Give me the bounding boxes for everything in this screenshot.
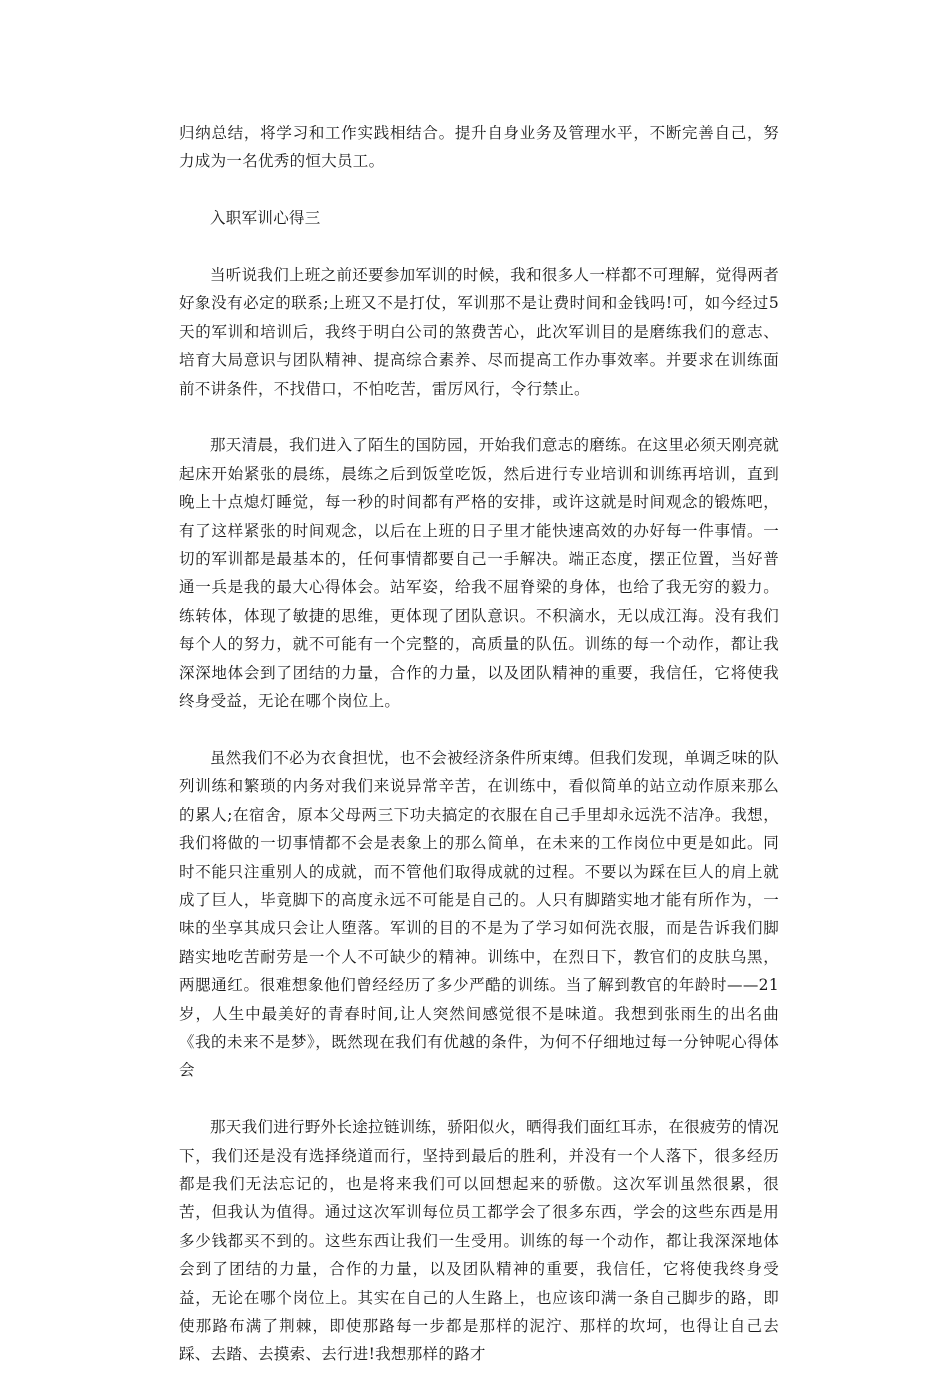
intro-paragraph: 归纳总结，将学习和工作实践相结合。提升自身业务及管理水平，不断完善自己，努力成为一名优秀的恒大员工。 <box>179 124 779 171</box>
body-paragraph-3: 虽然我们不必为衣食担忧，也不会被经济条件所束缚。但我们发现，单调乏味的队列训练和繁琐的内务对我们来说异常辛苦，在训练中，看似简单的站立动作原来那么的累人;在宿舍，原本父母两三下功夫搞定的衣服在自己手里却永远洗不洁净。我想，我们将做的一切事情都不会是表象上的那么简单，在未来的工作岗位中更是如此。同时不能只注重别人的成就，而不管他们取得成就的过程。不要以为踩在巨人的肩上就成了巨人，毕竟脚下的高度永远不可能是自己的。人只有脚踏实地才能有所作为，一味的坐享其成只会让人堕落。军训的目的不是为了学习如何洗衣服，而是告诉我们脚踏实地吃苦耐劳是一个人不可缺少的精神。训练中，在烈日下，教官们的皮肤乌黑，两腮通红。很难想象他们曾经经历了多少严酷的训练。当了解到教官的年龄时——21岁，人生中最美好的青春时间,让人突然间感觉很不是味道。我想到张雨生的出名曲《我的未来不是梦》，既然现在我们有优越的条件，为何不仔细地过每一分钟呢心得体会 <box>179 748 779 1080</box>
document-body <box>179 119 779 1397</box>
body-paragraph-2: 那天清晨，我们进入了陌生的国防园，开始我们意志的磨练。在这里必须天刚亮就起床开始紧张的晨练，晨练之后到饭堂吃饭，然后进行专业培训和训练再培训，直到晚上十点熄灯睡觉，每一秒的时间都有严格的安排，或许这就是时间观念的锻炼吧，有了这样紧张的时间观念，以后在上班的日子里才能快速高效的办好每一件事情。一切的军训都是最基本的，任何事情都要自己一手解决。端正态度，摆正位置，当好普通一兵是我的最大心得体会。站军姿，给我不屈脊梁的身体，也给了我无穷的毅力。练转体，体现了敏捷的思维，更体现了团队意识。不积滴水，无以成江海。没有我们每个人的努力，就不可能有一个完整的，高质量的队伍。训练的每一个动作，都让我深深地体会到了团结的力量，合作的力量，以及团队精神的重要，我信任，它将使我终身受益，无论在哪个岗位上。 <box>179 436 779 711</box>
body-paragraph-4: 那天我们进行野外长途拉链训练，骄阳似火，晒得我们面红耳赤，在很疲劳的情况下，我们还是没有选择绕道而行，坚持到最后的胜利，并没有一个人落下，很多经历都是我们无法忘记的，也是将来我们可以回想起来的骄傲。这次军训虽然很累，很苦，但我认为值得。通过这次军训每位员工都学会了很多东西，学会的这些东西是用多少钱都买不到的。这些东西让我们一生受用。训练的每一个动作，都让我深深地体会到了团结的力量，合作的力量，以及团队精神的重要，我信任，它将使我终身受益，无论在哪个岗位上。其实在自己的人生路上，也应该印满一条自己脚步的路，即使那路布满了荆棘，即使那路每一步都是那样的泥泞、那样的坎坷，也得让自己去踩、去踏、去摸索、去行进!我想那样的路才 <box>179 1118 779 1364</box>
section-title: 入职军训心得三 <box>210 209 321 228</box>
body-paragraph-1: 当听说我们上班之前还要参加军训的时候，我和很多人一样都不可理解，觉得两者好象没有必定的联系;上班又不是打仗，军训那不是让费时间和金钱吗!可，如今经过5天的军训和培训后，我终于明白公司的煞费苦心，此次军训目的是磨练我们的意志、培育大局意识与团队精神、提高综合素养、尽而提高工作办事效率。并要求在训练面前不讲条件，不找借口，不怕吃苦，雷厉风行，令行禁止。 <box>179 266 779 398</box>
